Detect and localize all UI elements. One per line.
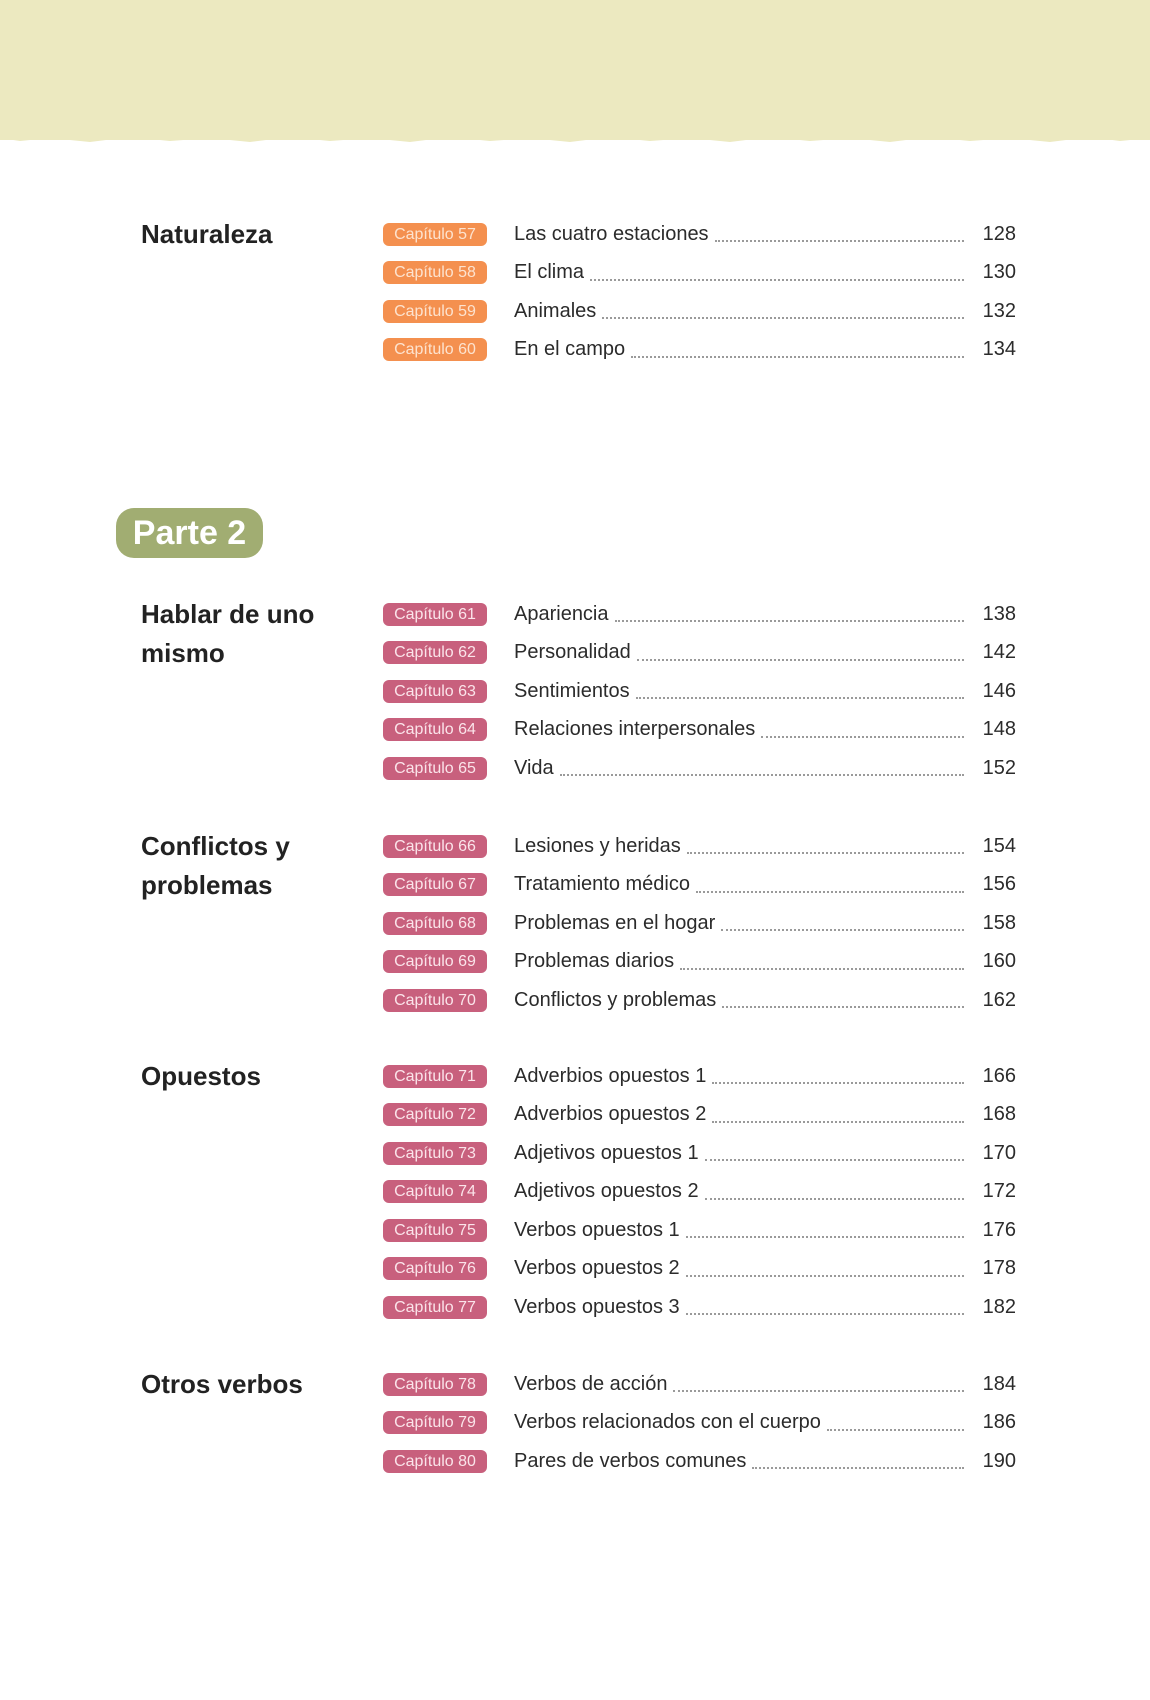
- chapter-row[interactable]: [383, 904, 1016, 943]
- chapter-title: Animales: [514, 299, 597, 322]
- chapter-title: Problemas diarios: [514, 950, 675, 973]
- chapter-title: Adjetivos opuestos 2: [514, 1180, 699, 1203]
- chapter-row[interactable]: [383, 1404, 1016, 1443]
- chapter-row[interactable]: [383, 634, 1016, 673]
- chapter-row[interactable]: [383, 711, 1016, 750]
- chapter-row[interactable]: [383, 981, 1016, 1020]
- chapter-badge: Capítulo 74: [383, 1180, 487, 1203]
- dot-leader: [715, 240, 964, 242]
- dot-leader: [761, 736, 964, 738]
- chapter-row[interactable]: [383, 331, 1016, 370]
- top-header-band: [0, 0, 1150, 140]
- page-number: 170: [982, 1141, 1016, 1164]
- page-number: 134: [982, 338, 1016, 361]
- page-number: 158: [982, 911, 1016, 934]
- page-number: 172: [982, 1180, 1016, 1203]
- chapter-title: Verbos opuestos 2: [514, 1257, 680, 1280]
- chapter-title: Lesiones y heridas: [514, 834, 681, 857]
- chapter-title: El clima: [514, 261, 585, 284]
- chapter-title: Vida: [514, 756, 554, 779]
- chapter-list: [383, 215, 1016, 369]
- chapter-row[interactable]: [383, 254, 1016, 293]
- chapter-row[interactable]: [383, 1288, 1016, 1327]
- page-number: 184: [982, 1372, 1016, 1395]
- chapter-row[interactable]: [383, 1442, 1016, 1481]
- dot-leader: [712, 1121, 964, 1123]
- page-number: 178: [982, 1257, 1016, 1280]
- chapter-badge: Capítulo 79: [383, 1411, 487, 1434]
- dot-leader: [637, 659, 964, 661]
- chapter-badge: Capítulo 73: [383, 1142, 487, 1165]
- chapter-row[interactable]: [383, 1096, 1016, 1135]
- dot-leader: [686, 1236, 964, 1238]
- chapter-badge: Capítulo 57: [383, 223, 487, 246]
- section-title: Otros verbos: [141, 1369, 303, 1399]
- dot-leader: [687, 852, 964, 854]
- chapter-row[interactable]: [383, 1173, 1016, 1212]
- page-number: 128: [982, 222, 1016, 245]
- chapter-title: Conflictos y problemas: [514, 988, 717, 1011]
- page-number: 190: [982, 1449, 1016, 1472]
- chapter-badge: Capítulo 69: [383, 950, 487, 973]
- dot-leader: [673, 1390, 964, 1392]
- dot-leader: [696, 891, 964, 893]
- page-number: 176: [982, 1218, 1016, 1241]
- chapter-badge: Capítulo 65: [383, 757, 487, 780]
- page-number: 132: [982, 299, 1016, 322]
- dot-leader: [722, 1006, 964, 1008]
- chapter-row[interactable]: [383, 292, 1016, 331]
- chapter-badge: Capítulo 64: [383, 718, 487, 741]
- chapter-badge: Capítulo 68: [383, 912, 487, 935]
- dot-leader: [712, 1082, 964, 1084]
- chapter-title: Pares de verbos comunes: [514, 1449, 747, 1472]
- chapter-title: Verbos opuestos 1: [514, 1218, 680, 1241]
- chapter-badge: Capítulo 66: [383, 835, 487, 858]
- section-title: Naturaleza: [141, 219, 273, 249]
- dot-leader: [615, 620, 964, 622]
- chapter-list: [383, 1365, 1016, 1481]
- chapter-title: Relaciones interpersonales: [514, 718, 756, 741]
- page-number: 130: [982, 261, 1016, 284]
- chapter-title: En el campo: [514, 338, 626, 361]
- dot-leader: [705, 1198, 964, 1200]
- chapter-title: Apariencia: [514, 602, 609, 625]
- chapter-badge: Capítulo 76: [383, 1257, 487, 1280]
- chapter-title: Tratamiento médico: [514, 873, 690, 896]
- chapter-title: Verbos de acción: [514, 1372, 668, 1395]
- chapter-row[interactable]: [383, 749, 1016, 788]
- section-title: Hablar de uno mismo: [141, 599, 315, 668]
- page-number: 182: [982, 1295, 1016, 1318]
- chapter-badge: Capítulo 63: [383, 680, 487, 703]
- chapter-badge: Capítulo 75: [383, 1219, 487, 1242]
- page-number: 156: [982, 873, 1016, 896]
- dot-leader: [686, 1275, 964, 1277]
- page-number: 168: [982, 1103, 1016, 1126]
- chapter-row[interactable]: [383, 866, 1016, 905]
- chapter-badge: Capítulo 71: [383, 1065, 487, 1088]
- section-title: Opuestos: [141, 1061, 261, 1091]
- chapter-title: Sentimientos: [514, 679, 630, 702]
- section-title: Conflictos y problemas: [141, 831, 290, 900]
- chapter-badge: Capítulo 60: [383, 338, 487, 361]
- page-number: 160: [982, 950, 1016, 973]
- chapter-title: Adverbios opuestos 2: [514, 1103, 707, 1126]
- dot-leader: [631, 356, 964, 358]
- dot-leader: [680, 968, 964, 970]
- chapter-row[interactable]: [383, 595, 1016, 634]
- dot-leader: [827, 1429, 964, 1431]
- chapter-list: [383, 827, 1016, 1020]
- dot-leader: [590, 279, 964, 281]
- chapter-list: [383, 595, 1016, 788]
- chapter-row[interactable]: [383, 215, 1016, 254]
- chapter-row[interactable]: [383, 1134, 1016, 1173]
- page-number: 138: [982, 602, 1016, 625]
- chapter-row[interactable]: [383, 827, 1016, 866]
- dot-leader: [636, 697, 964, 699]
- chapter-title: Verbos opuestos 3: [514, 1295, 680, 1318]
- chapter-badge: Capítulo 58: [383, 261, 487, 284]
- chapter-title: Adjetivos opuestos 1: [514, 1141, 699, 1164]
- chapter-badge: Capítulo 61: [383, 603, 487, 626]
- dot-leader: [705, 1159, 964, 1161]
- chapter-row[interactable]: [383, 1211, 1016, 1250]
- chapter-title: Problemas en el hogar: [514, 911, 716, 934]
- page-number: 142: [982, 641, 1016, 664]
- torn-edge-decoration: [0, 134, 1150, 146]
- chapter-row[interactable]: [383, 1057, 1016, 1096]
- page-number: 162: [982, 988, 1016, 1011]
- page-number: 148: [982, 718, 1016, 741]
- page-number: 152: [982, 756, 1016, 779]
- chapter-badge: Capítulo 72: [383, 1103, 487, 1126]
- chapter-title: Personalidad: [514, 641, 631, 664]
- chapter-row[interactable]: [383, 1250, 1016, 1289]
- page-number: 166: [982, 1064, 1016, 1087]
- chapter-title: Adverbios opuestos 1: [514, 1064, 707, 1087]
- chapter-title: Las cuatro estaciones: [514, 222, 709, 245]
- dot-leader: [752, 1467, 964, 1469]
- chapter-badge: Capítulo 78: [383, 1373, 487, 1396]
- chapter-row[interactable]: [383, 943, 1016, 982]
- chapter-list: [383, 1057, 1016, 1327]
- part-label-pill: Parte 2: [116, 508, 263, 558]
- chapter-row[interactable]: [383, 672, 1016, 711]
- dot-leader: [721, 929, 964, 931]
- chapter-row[interactable]: [383, 1365, 1016, 1404]
- chapter-badge: Capítulo 77: [383, 1296, 487, 1319]
- chapter-badge: Capítulo 80: [383, 1450, 487, 1473]
- chapter-badge: Capítulo 62: [383, 641, 487, 664]
- dot-leader: [686, 1313, 964, 1315]
- chapter-title: Verbos relacionados con el cuerpo: [514, 1411, 821, 1434]
- page-number: 146: [982, 679, 1016, 702]
- page-number: 186: [982, 1411, 1016, 1434]
- chapter-badge: Capítulo 67: [383, 873, 487, 896]
- dot-leader: [602, 317, 964, 319]
- dot-leader: [560, 774, 964, 776]
- chapter-badge: Capítulo 59: [383, 300, 487, 323]
- page-number: 154: [982, 834, 1016, 857]
- chapter-badge: Capítulo 70: [383, 989, 487, 1012]
